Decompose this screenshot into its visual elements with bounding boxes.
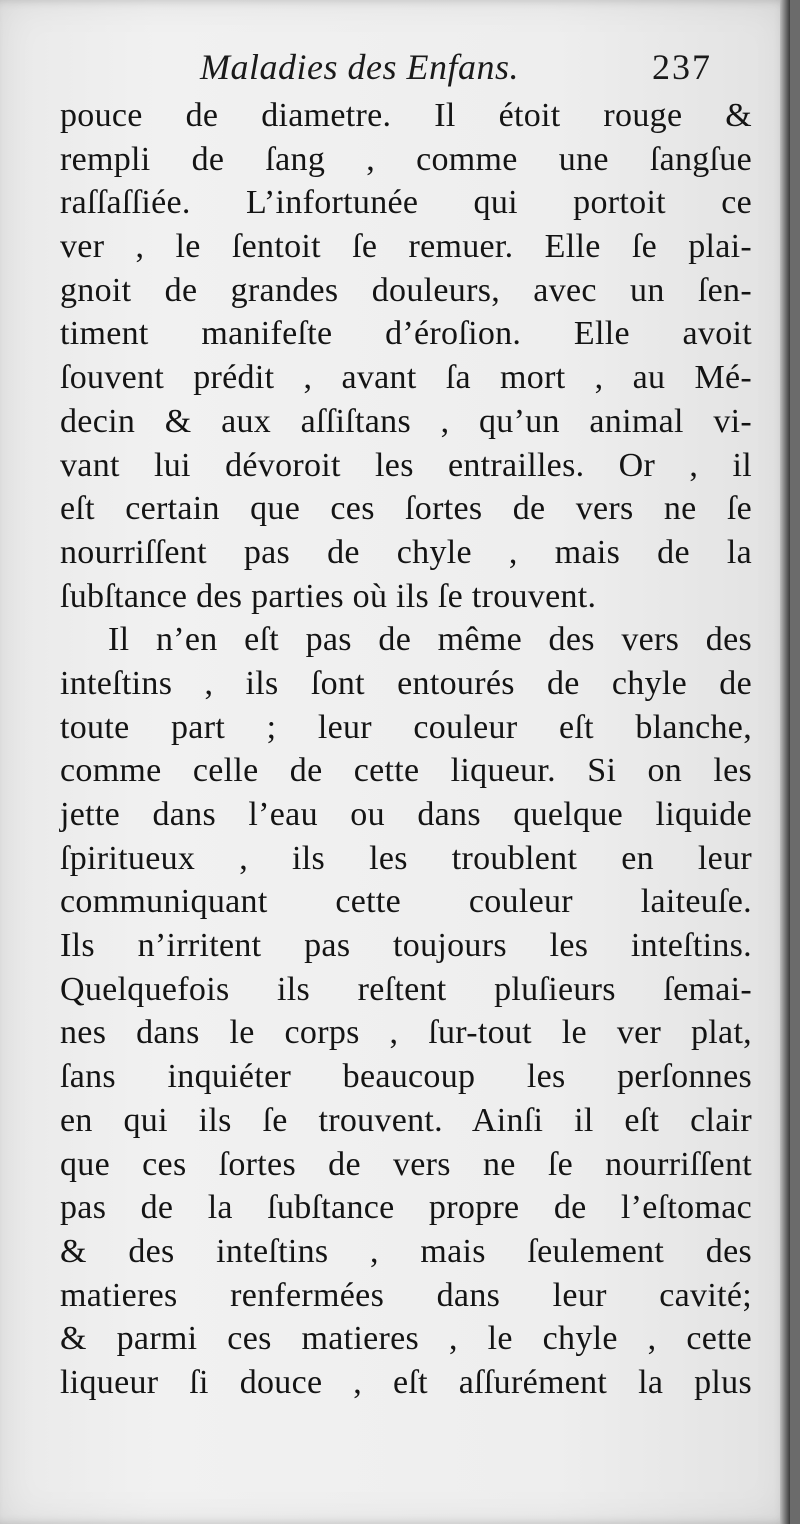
paragraph-2 (60, 618, 752, 1404)
text-line: nourriſſent pas de chyle , mais de la (60, 533, 752, 571)
text-line: Il n’en eſt pas de même des vers des (108, 621, 752, 659)
text-line: toute part ; leur couleur eſt blanche, (60, 708, 752, 746)
text-line: gnoit de grandes douleurs, avec un ſen- (60, 271, 752, 309)
text-line: comme celle de cette liqueur. Si on les (60, 752, 752, 790)
text-line: matieres renfermées dans leur cavité; (60, 1276, 752, 1314)
text-line: inteſtins , ils ſont entourés de chyle de (60, 664, 752, 702)
text-line: communiquant cette couleur laiteuſe. (60, 883, 752, 921)
page-header (0, 46, 790, 94)
text-line: eſt certain que ces ſortes de vers ne ſe (60, 490, 752, 528)
text-line: Quelquefois ils reſtent pluſieurs ſemai- (60, 970, 752, 1008)
text-line: ſouvent prédit , avant ſa mort , au Mé- (60, 359, 752, 397)
text-line: ſpiritueux , ils les troublent en leur (60, 839, 752, 877)
text-line: & parmi ces matieres , le chyle , cette (60, 1320, 752, 1358)
text-line: nes dans le corps , ſur-tout le ver plat, (60, 1014, 752, 1052)
text-line: vant lui dévoroit les entrailles. Or , il (60, 446, 752, 484)
running-title: Maladies des Enfans. (200, 47, 519, 87)
text-line: jette dans l’eau ou dans quelque liquide (60, 796, 752, 833)
text-line: ſubſtance des parties où ils ſe trouvent. (60, 577, 597, 615)
text-line: ver , le ſentoit ſe remuer. Elle ſe plai- (60, 228, 752, 266)
text-line: timent manifeſte d’éroſion. Elle avoit (60, 315, 752, 353)
text-line: ſans inquiéter beaucoup les perſonnes (60, 1058, 752, 1096)
text-line: que ces ſortes de vers ne ſe nourriſſent (60, 1145, 752, 1183)
text-line: pouce de diametre. Il étoit rouge & (60, 97, 752, 134)
text-line: en qui ils ſe trouvent. Ainſi il eſt clair (60, 1101, 752, 1139)
text-line: Ils n’irritent pas toujours les inteſtins. (60, 927, 752, 965)
text-line: rempli de ſang , comme une ſangſue (60, 140, 752, 178)
text-line: decin & aux aſſiſtans , qu’un animal vi- (60, 402, 752, 440)
page-edge-shadow (780, 0, 790, 1524)
page-number: 237 (652, 47, 712, 87)
paragraph-1 (60, 94, 752, 618)
text-line: & des inteſtins , mais ſeulement des (60, 1232, 752, 1270)
body-text (60, 94, 752, 1405)
text-line: raſſaſſiée. L’infortunée qui portoit ce (60, 184, 752, 222)
text-line: liqueur ſi douce , eſt aſſurément la plus (60, 1363, 752, 1401)
text-line: pas de la ſubſtance propre de l’eſtomac (60, 1189, 752, 1227)
